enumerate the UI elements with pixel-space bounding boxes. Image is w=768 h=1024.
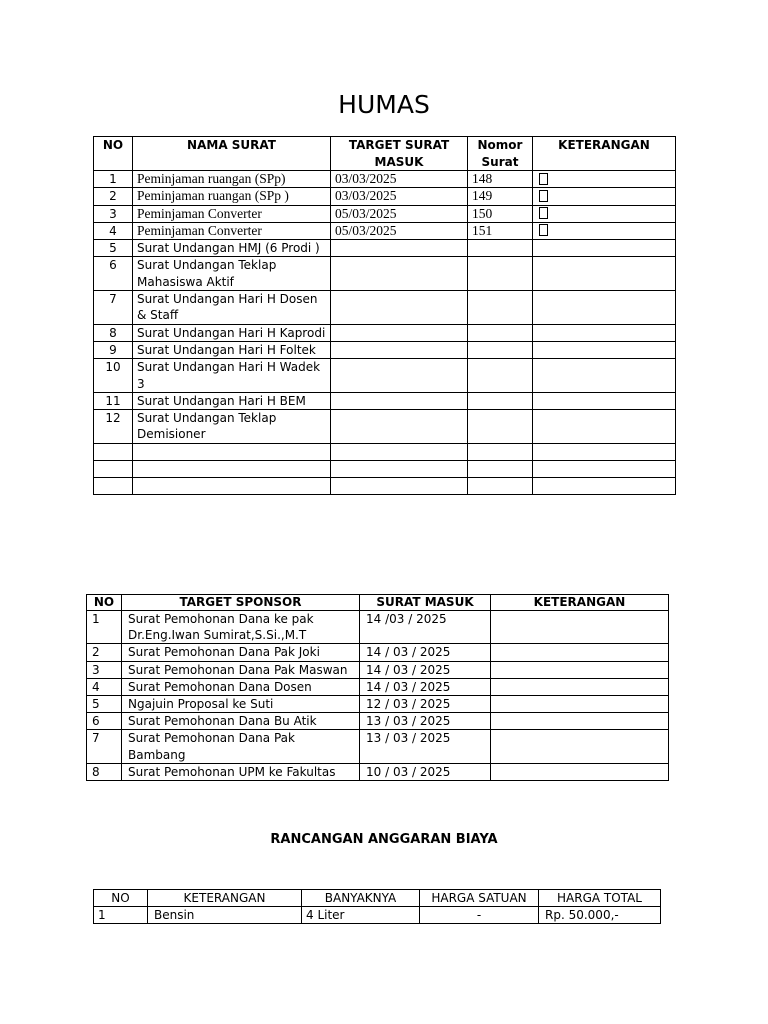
empty-cell	[133, 460, 331, 477]
cell-nomor: 151	[468, 222, 533, 239]
column-header-no: NO	[94, 890, 148, 907]
cell-keterangan	[491, 678, 669, 695]
column-header-banyaknya: BANYAKNYA	[302, 890, 420, 907]
check-box-icon	[539, 224, 548, 236]
surat-table	[93, 136, 676, 495]
cell-target	[331, 257, 468, 291]
empty-cell	[468, 460, 533, 477]
cell-no: 3	[87, 661, 122, 678]
cell-nama-surat: Surat Undangan HMJ (6 Prodi )	[133, 240, 331, 257]
empty-row	[94, 477, 676, 494]
check-box-icon	[539, 207, 548, 219]
cell-nama-surat: Surat Undangan Teklap Mahasiswa Aktif	[133, 257, 331, 291]
cell-no: 1	[94, 907, 148, 924]
cell-no: 5	[94, 240, 133, 257]
column-header-nama-surat: NAMA SURAT	[133, 137, 331, 171]
table-row	[94, 171, 676, 188]
cell-nama-surat: Surat Undangan Hari H Dosen & Staff	[133, 291, 331, 325]
empty-cell	[133, 477, 331, 494]
cell-nomor	[468, 291, 533, 325]
cell-no: 12	[94, 410, 133, 444]
cell-keterangan	[491, 713, 669, 730]
table-row	[87, 713, 669, 730]
cell-surat-masuk: 10 / 03 / 2025	[360, 763, 491, 780]
cell-no: 7	[94, 291, 133, 325]
cell-no: 1	[87, 611, 122, 644]
check-box-icon	[539, 190, 548, 202]
empty-cell	[331, 477, 468, 494]
cell-target-sponsor: Surat Pemohonan Dana Bu Atik	[122, 713, 360, 730]
empty-cell	[533, 443, 676, 460]
empty-cell	[94, 443, 133, 460]
table-header-row	[87, 595, 669, 611]
cell-nama-surat: Peminjaman Converter	[133, 222, 331, 239]
cell-nomor: 149	[468, 188, 533, 205]
table-row	[87, 763, 669, 780]
cell-no: 8	[94, 324, 133, 341]
cell-keterangan	[533, 205, 676, 222]
cell-nomor	[468, 392, 533, 409]
cell-nama-surat: Peminjaman ruangan (SPp)	[133, 171, 331, 188]
cell-nama-surat: Surat Undangan Teklap Demisioner	[133, 410, 331, 444]
table-row	[87, 678, 669, 695]
cell-target: 03/03/2025	[331, 171, 468, 188]
page-title: HUMAS	[338, 90, 430, 119]
table-row	[94, 222, 676, 239]
table-row	[94, 359, 676, 393]
table-row	[94, 291, 676, 325]
cell-target-sponsor: Surat Pemohonan Dana Pak Bambang	[122, 730, 360, 763]
cell-target-sponsor: Surat Pemohonan Dana ke pak Dr.Eng.Iwan Sumirat,S.Si.,M.T	[122, 611, 360, 644]
cell-target	[331, 392, 468, 409]
cell-keterangan	[491, 763, 669, 780]
cell-no: 3	[94, 205, 133, 222]
cell-no: 4	[87, 678, 122, 695]
cell-no: 2	[94, 188, 133, 205]
cell-target	[331, 291, 468, 325]
cell-nomor: 150	[468, 205, 533, 222]
cell-nomor	[468, 324, 533, 341]
cell-nama-surat: Surat Undangan Hari H Wadek 3	[133, 359, 331, 393]
cell-nomor	[468, 410, 533, 444]
cell-keterangan	[491, 644, 669, 661]
cell-no: 11	[94, 392, 133, 409]
cell-target	[331, 324, 468, 341]
cell-target	[331, 359, 468, 393]
cell-surat-masuk: 14 / 03 / 2025	[360, 644, 491, 661]
cell-nomor	[468, 359, 533, 393]
cell-target-sponsor: Surat Pemohonan Dana Dosen	[122, 678, 360, 695]
table-row	[94, 257, 676, 291]
cell-target: 05/03/2025	[331, 222, 468, 239]
cell-keterangan	[533, 410, 676, 444]
cell-no: 6	[94, 257, 133, 291]
cell-keterangan	[491, 730, 669, 763]
cell-surat-masuk: 14 / 03 / 2025	[360, 678, 491, 695]
cell-target-sponsor: Surat Pemohonan UPM ke Fakultas	[122, 763, 360, 780]
cell-nama-surat: Surat Undangan Hari H Foltek	[133, 341, 331, 358]
cell-nomor	[468, 240, 533, 257]
column-header-keterangan: KETERANGAN	[533, 137, 676, 171]
cell-no: 5	[87, 696, 122, 713]
table-row	[94, 240, 676, 257]
empty-cell	[533, 477, 676, 494]
cell-nama-surat: Peminjaman ruangan (SPp )	[133, 188, 331, 205]
column-header-no: NO	[87, 595, 122, 611]
cell-nomor: 148	[468, 171, 533, 188]
column-header-harga-satuan: HARGA SATUAN	[420, 890, 539, 907]
cell-keterangan: Bensin	[148, 907, 302, 924]
cell-no: 8	[87, 763, 122, 780]
cell-keterangan	[533, 392, 676, 409]
cell-nama-surat: Peminjaman Converter	[133, 205, 331, 222]
cell-nomor	[468, 341, 533, 358]
cell-nama-surat: Surat Undangan Hari H Kaprodi	[133, 324, 331, 341]
cell-no: 1	[94, 171, 133, 188]
cell-surat-masuk: 12 / 03 / 2025	[360, 696, 491, 713]
empty-row	[94, 460, 676, 477]
cell-keterangan	[491, 696, 669, 713]
cell-keterangan	[533, 257, 676, 291]
empty-cell	[94, 477, 133, 494]
cell-keterangan	[491, 661, 669, 678]
table-row	[94, 341, 676, 358]
cell-keterangan	[533, 222, 676, 239]
cell-target-sponsor: Surat Pemohonan Dana Pak Joki	[122, 644, 360, 661]
cell-target: 05/03/2025	[331, 205, 468, 222]
cell-nomor	[468, 257, 533, 291]
cell-keterangan	[533, 359, 676, 393]
table-row	[87, 661, 669, 678]
cell-target	[331, 341, 468, 358]
cell-no: 4	[94, 222, 133, 239]
empty-row	[94, 443, 676, 460]
cell-target	[331, 240, 468, 257]
table-row	[94, 205, 676, 222]
cell-no: 9	[94, 341, 133, 358]
cell-no: 10	[94, 359, 133, 393]
cell-target-sponsor: Ngajuin Proposal ke Suti	[122, 696, 360, 713]
column-header-target-sponsor: TARGET SPONSOR	[122, 595, 360, 611]
empty-cell	[468, 477, 533, 494]
cell-no: 6	[87, 713, 122, 730]
column-header-target-surat-masuk: TARGET SURAT MASUK	[331, 137, 468, 171]
cell-surat-masuk: 14 /03 / 2025	[360, 611, 491, 644]
check-box-icon	[539, 173, 548, 185]
cell-keterangan	[533, 171, 676, 188]
table-header-row	[94, 137, 676, 171]
empty-cell	[94, 460, 133, 477]
empty-cell	[331, 443, 468, 460]
sponsor-table	[86, 594, 669, 781]
empty-cell	[468, 443, 533, 460]
cell-keterangan	[491, 611, 669, 644]
budget-title: RANCANGAN ANGGARAN BIAYA	[270, 832, 498, 847]
table-row	[87, 696, 669, 713]
empty-cell	[533, 460, 676, 477]
cell-banyaknya: 4 Liter	[302, 907, 420, 924]
budget-table	[93, 889, 661, 924]
column-header-harga-total: HARGA TOTAL	[539, 890, 661, 907]
cell-keterangan	[533, 188, 676, 205]
table-row	[94, 392, 676, 409]
table-row	[87, 611, 669, 644]
empty-cell	[331, 460, 468, 477]
column-header-no: NO	[94, 137, 133, 171]
cell-keterangan	[533, 324, 676, 341]
table-row	[87, 644, 669, 661]
cell-nama-surat: Surat Undangan Hari H BEM	[133, 392, 331, 409]
column-header-surat-masuk: SURAT MASUK	[360, 595, 491, 611]
cell-surat-masuk: 13 / 03 / 2025	[360, 730, 491, 763]
cell-harga-total: Rp. 50.000,-	[539, 907, 661, 924]
cell-surat-masuk: 13 / 03 / 2025	[360, 713, 491, 730]
column-header-keterangan: KETERANGAN	[491, 595, 669, 611]
table-row	[94, 907, 661, 924]
table-row	[94, 188, 676, 205]
cell-target	[331, 410, 468, 444]
cell-no: 7	[87, 730, 122, 763]
cell-keterangan	[533, 341, 676, 358]
cell-keterangan	[533, 240, 676, 257]
column-header-keterangan: KETERANGAN	[148, 890, 302, 907]
cell-harga-satuan: -	[420, 907, 539, 924]
column-header-nomor-surat: Nomor Surat	[468, 137, 533, 171]
cell-no: 2	[87, 644, 122, 661]
cell-target: 03/03/2025	[331, 188, 468, 205]
table-row	[94, 410, 676, 444]
cell-keterangan	[533, 291, 676, 325]
table-header-row	[94, 890, 661, 907]
cell-target-sponsor: Surat Pemohonan Dana Pak Maswan	[122, 661, 360, 678]
empty-cell	[133, 443, 331, 460]
table-row	[87, 730, 669, 763]
table-row	[94, 324, 676, 341]
cell-surat-masuk: 14 / 03 / 2025	[360, 661, 491, 678]
